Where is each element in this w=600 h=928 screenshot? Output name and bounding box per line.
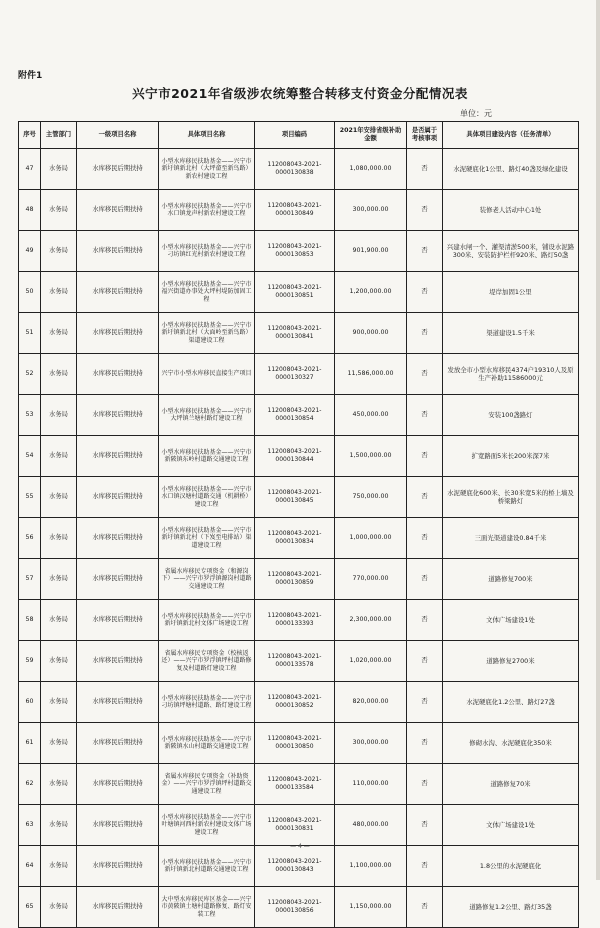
cell-category: 水库移民后期扶持: [77, 600, 159, 641]
cell-amount: 1,150,000.00: [335, 887, 407, 928]
table-row: [19, 395, 579, 436]
cell-content: 道路修复2700米: [443, 641, 579, 682]
cell-category: 水库移民后期扶持: [77, 477, 159, 518]
cell-assess: 否: [407, 436, 443, 477]
page-edge: [596, 0, 600, 880]
cell-category: 水库移民后期扶持: [77, 723, 159, 764]
cell-dept: 水务局: [41, 272, 77, 313]
cell-content: 1.8公里的水泥硬底化: [443, 846, 579, 887]
cell-category: 水库移民后期扶持: [77, 846, 159, 887]
cell-code: 112008043-2021-0000130856: [255, 887, 335, 928]
page-number: — 4 —: [290, 843, 310, 850]
cell-assess: 否: [407, 354, 443, 395]
cell-amount: 2,300,000.00: [335, 600, 407, 641]
cell-dept: 水务局: [41, 846, 77, 887]
table-row: [19, 231, 579, 272]
cell-project: 小型水库移民扶助基金——兴宁市新陂镇东岭村道路交通建设工程: [159, 436, 255, 477]
cell-project: 小型水库移民扶助基金——兴宁市大坪镇兰塘村路灯建设工程: [159, 395, 255, 436]
table-row: [19, 764, 579, 805]
cell-content: 修砌水沟、水泥硬底化350米: [443, 723, 579, 764]
cell-assess: 否: [407, 395, 443, 436]
cell-dept: 水务局: [41, 805, 77, 846]
cell-category: 水库移民后期扶持: [77, 641, 159, 682]
cell-category: 水库移民后期扶持: [77, 272, 159, 313]
cell-seq: 53: [19, 395, 41, 436]
table-row: [19, 436, 579, 477]
header-category: 一级项目名称: [77, 122, 159, 149]
cell-dept: 水务局: [41, 764, 77, 805]
cell-code: 112008043-2021-0000130844: [255, 436, 335, 477]
cell-code: 112008043-2021-0000133584: [255, 764, 335, 805]
cell-amount: 450,000.00: [335, 395, 407, 436]
cell-project: 小型水库移民扶助基金——兴宁市福兴街道办事处大坪村堤防加固工程: [159, 272, 255, 313]
cell-assess: 否: [407, 682, 443, 723]
cell-code: 112008043-2021-0000130851: [255, 272, 335, 313]
cell-seq: 59: [19, 641, 41, 682]
cell-seq: 54: [19, 436, 41, 477]
cell-dept: 水务局: [41, 682, 77, 723]
attachment-label: 附件1: [18, 71, 43, 81]
cell-seq: 52: [19, 354, 41, 395]
cell-amount: 901,900.00: [335, 231, 407, 272]
cell-category: 水库移民后期扶持: [77, 682, 159, 723]
cell-seq: 56: [19, 518, 41, 559]
unit-label: 单位：元: [460, 109, 492, 118]
cell-amount: 1,200,000.00: [335, 272, 407, 313]
cell-category: 水库移民后期扶持: [77, 395, 159, 436]
cell-project: 小型水库移民扶助基金——兴宁市新圩镇新北村道路交通建设工程: [159, 846, 255, 887]
header-dept: 主管部门: [41, 122, 77, 149]
cell-project: 小型水库移民扶助基金——兴宁市新圩镇新北村（大面岭至新鸟路）渠道建设工程: [159, 313, 255, 354]
cell-project: 小型水库移民扶助基金——兴宁市新圩镇新北村（下岌至电排站）渠道建设工程: [159, 518, 255, 559]
cell-content: 三面光渠道建设0.84千米: [443, 518, 579, 559]
cell-assess: 否: [407, 559, 443, 600]
cell-code: 112008043-2021-0000130859: [255, 559, 335, 600]
cell-code: 112008043-2021-0000133578: [255, 641, 335, 682]
table-row: [19, 354, 579, 395]
cell-dept: 水务局: [41, 436, 77, 477]
cell-code: 112008043-2021-0000130853: [255, 231, 335, 272]
cell-content: 渠道建设1.5千米: [443, 313, 579, 354]
cell-amount: 770,000.00: [335, 559, 407, 600]
header-project: 具体项目名称: [159, 122, 255, 149]
cell-assess: 否: [407, 805, 443, 846]
cell-dept: 水务局: [41, 354, 77, 395]
cell-assess: 否: [407, 846, 443, 887]
cell-content: 水泥硬底化1公里、路灯40盏及绿化建设: [443, 149, 579, 190]
cell-category: 水库移民后期扶持: [77, 313, 159, 354]
cell-content: 发放全市小型水库移民4374户19310人及原生产补助11586000元: [443, 354, 579, 395]
cell-seq: 57: [19, 559, 41, 600]
cell-seq: 61: [19, 723, 41, 764]
cell-seq: 49: [19, 231, 41, 272]
cell-seq: 51: [19, 313, 41, 354]
cell-amount: 900,000.00: [335, 313, 407, 354]
table-row: [19, 682, 579, 723]
cell-content: 文体广场建设1处: [443, 805, 579, 846]
cell-project: 小型水库移民扶助基金——兴宁市水口镇汉塘村道路交通（机耕桥）建设工程: [159, 477, 255, 518]
cell-seq: 58: [19, 600, 41, 641]
cell-code: 112008043-2021-0000130845: [255, 477, 335, 518]
cell-amount: 1,080,000.00: [335, 149, 407, 190]
cell-dept: 水务局: [41, 559, 77, 600]
table-row: [19, 805, 579, 846]
cell-content: 水泥硬底化1.2公里、路灯27盏: [443, 682, 579, 723]
cell-seq: 47: [19, 149, 41, 190]
cell-content: 堤岸加固1公里: [443, 272, 579, 313]
cell-seq: 48: [19, 190, 41, 231]
cell-amount: 1,500,000.00: [335, 436, 407, 477]
document-title: 兴宁市2021年省级涉农统筹整合转移支付资金分配情况表: [132, 86, 468, 101]
cell-content: 文体广场建设1处: [443, 600, 579, 641]
cell-amount: 300,000.00: [335, 190, 407, 231]
cell-category: 水库移民后期扶持: [77, 559, 159, 600]
cell-seq: 50: [19, 272, 41, 313]
cell-dept: 水务局: [41, 231, 77, 272]
cell-dept: 水务局: [41, 477, 77, 518]
cell-dept: 水务局: [41, 641, 77, 682]
cell-project: 小型水库移民扶助基金——兴宁市水口镇龙声村新农村建设工程: [159, 190, 255, 231]
table-row: [19, 477, 579, 518]
cell-seq: 64: [19, 846, 41, 887]
cell-code: 112008043-2021-0000130854: [255, 395, 335, 436]
cell-project: 小型水库移民扶助基金——兴宁市新圩镇新北村（大坪畲至新鸟路）新农村建设工程: [159, 149, 255, 190]
cell-category: 水库移民后期扶持: [77, 354, 159, 395]
table-row: [19, 600, 579, 641]
cell-project: 小型水库移民扶助基金——兴宁市叶塘镇河西村新农村建设文体广场建设工程: [159, 805, 255, 846]
cell-seq: 60: [19, 682, 41, 723]
cell-assess: 否: [407, 641, 443, 682]
cell-assess: 否: [407, 518, 443, 559]
cell-category: 水库移民后期扶持: [77, 231, 159, 272]
cell-content: 装修老人活动中心1处: [443, 190, 579, 231]
cell-assess: 否: [407, 477, 443, 518]
cell-amount: 1,020,000.00: [335, 641, 407, 682]
table-row: [19, 313, 579, 354]
table-row: [19, 149, 579, 190]
cell-amount: 750,000.00: [335, 477, 407, 518]
cell-amount: 480,000.00: [335, 805, 407, 846]
cell-assess: 否: [407, 764, 443, 805]
cell-project: 省属水库移民专项资金（补助资金）——兴宁市罗浮镇坪村道路交通建设工程: [159, 764, 255, 805]
cell-code: 112008043-2021-0000130327: [255, 354, 335, 395]
table-header-row: [19, 122, 579, 149]
cell-content: 兴建水闸一个、灌渠清淤500米，铺设水泥路300米、安装防护栏杆920米、路灯50盏: [443, 231, 579, 272]
table-row: [19, 272, 579, 313]
cell-assess: 否: [407, 887, 443, 928]
cell-amount: 110,000.00: [335, 764, 407, 805]
cell-dept: 水务局: [41, 313, 77, 354]
cell-project: 小型水库移民扶助基金——兴宁市新圩镇新北村文体广场建设工程: [159, 600, 255, 641]
cell-code: 112008043-2021-0000130834: [255, 518, 335, 559]
cell-category: 水库移民后期扶持: [77, 190, 159, 231]
cell-content: 道路修复1.2公里、路灯35盏: [443, 887, 579, 928]
cell-project: 大中型水库移民库区基金——兴宁市黄陂镇土塘村道路修复、路灯安装工程: [159, 887, 255, 928]
cell-dept: 水务局: [41, 723, 77, 764]
table-body: [19, 149, 579, 928]
table-row: [19, 723, 579, 764]
table-row: [19, 518, 579, 559]
cell-assess: 否: [407, 723, 443, 764]
cell-amount: 11,586,000.00: [335, 354, 407, 395]
cell-seq: 65: [19, 887, 41, 928]
header-content: 具体项目建设内容（任务清单）: [443, 122, 579, 149]
cell-code: 112008043-2021-0000130843: [255, 846, 335, 887]
cell-category: 水库移民后期扶持: [77, 436, 159, 477]
cell-amount: 300,000.00: [335, 723, 407, 764]
table-row: [19, 190, 579, 231]
table-row: [19, 641, 579, 682]
cell-project: 省属水库移民专项资金（校核返还）——兴宁市罗浮镇坪村道路修复及村道路灯建设工程: [159, 641, 255, 682]
cell-category: 水库移民后期扶持: [77, 518, 159, 559]
cell-content: 道路修复700米: [443, 559, 579, 600]
cell-dept: 水务局: [41, 395, 77, 436]
allocation-table: [18, 121, 579, 928]
table-row: [19, 887, 579, 928]
cell-code: 112008043-2021-0000133393: [255, 600, 335, 641]
cell-project: 省属水库移民专项资金（和源岗下）——兴宁市罗浮镇源岗村道路交通建设工程: [159, 559, 255, 600]
cell-dept: 水务局: [41, 887, 77, 928]
cell-category: 水库移民后期扶持: [77, 887, 159, 928]
cell-amount: 1,100,000.00: [335, 846, 407, 887]
cell-seq: 55: [19, 477, 41, 518]
cell-category: 水库移民后期扶持: [77, 764, 159, 805]
cell-code: 112008043-2021-0000130841: [255, 313, 335, 354]
cell-category: 水库移民后期扶持: [77, 805, 159, 846]
table-row: [19, 559, 579, 600]
cell-seq: 62: [19, 764, 41, 805]
cell-dept: 水务局: [41, 600, 77, 641]
cell-project: 小型水库移民扶助基金——兴宁市新陂镇水山村道路交通建设工程: [159, 723, 255, 764]
cell-code: 112008043-2021-0000130831: [255, 805, 335, 846]
header-seq: 序号: [19, 122, 41, 149]
cell-amount: 1,000,000.00: [335, 518, 407, 559]
cell-category: 水库移民后期扶持: [77, 149, 159, 190]
cell-content: 道路修复70米: [443, 764, 579, 805]
cell-content: 水泥硬底化600米、长30米宽5米的桥上墙及桥梁路灯: [443, 477, 579, 518]
cell-assess: 否: [407, 190, 443, 231]
cell-code: 112008043-2021-0000130852: [255, 682, 335, 723]
cell-code: 112008043-2021-0000130838: [255, 149, 335, 190]
table-row: [19, 846, 579, 887]
cell-assess: 否: [407, 600, 443, 641]
cell-assess: 否: [407, 313, 443, 354]
cell-content: 扩宽路面5米长200米深7米: [443, 436, 579, 477]
cell-dept: 水务局: [41, 149, 77, 190]
cell-assess: 否: [407, 149, 443, 190]
cell-project: 兴宁市小型水库移民直接生产项目: [159, 354, 255, 395]
header-amount: 2021年安排省级补助金额: [335, 122, 407, 149]
header-code: 项目编码: [255, 122, 335, 149]
cell-amount: 820,000.00: [335, 682, 407, 723]
cell-project: 小型水库移民扶助基金——兴宁市刁坊镇红光村新农村建设工程: [159, 231, 255, 272]
cell-content: 安装100盏路灯: [443, 395, 579, 436]
cell-dept: 水务局: [41, 190, 77, 231]
cell-assess: 否: [407, 231, 443, 272]
cell-dept: 水务局: [41, 518, 77, 559]
cell-code: 112008043-2021-0000130849: [255, 190, 335, 231]
cell-seq: 63: [19, 805, 41, 846]
cell-project: 小型水库移民扶助基金——兴宁市刁坊镇坪塘村道路、路灯建设工程: [159, 682, 255, 723]
cell-code: 112008043-2021-0000130850: [255, 723, 335, 764]
cell-assess: 否: [407, 272, 443, 313]
header-assess: 是否属于考核事项: [407, 122, 443, 149]
